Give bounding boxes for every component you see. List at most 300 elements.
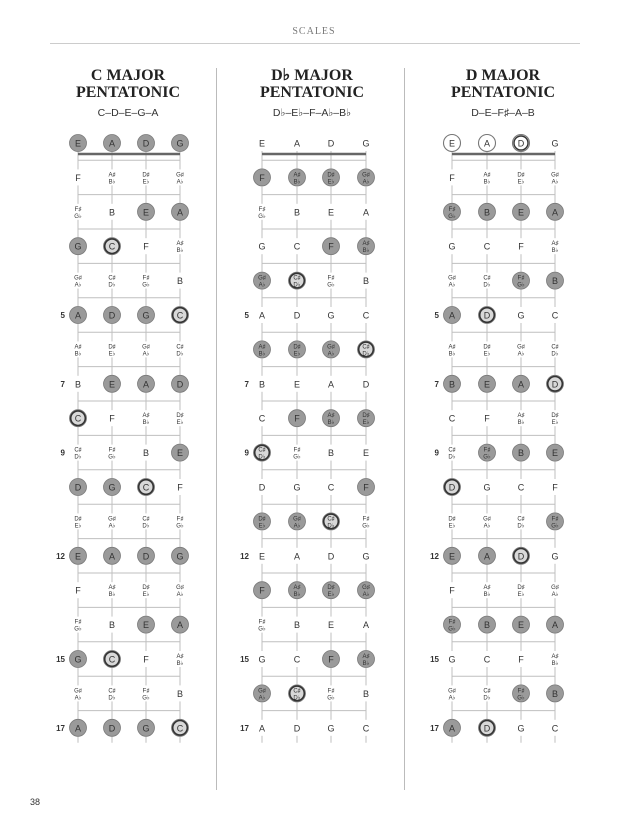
note-cell (138, 616, 155, 633)
note-label-flat: E♭ (142, 592, 150, 599)
note-label-sharp: A♯ (483, 172, 491, 179)
note-label-sharp: F♯ (142, 275, 150, 282)
note-label: G (551, 551, 559, 562)
note-label: G (258, 654, 266, 665)
note-label-flat: D♭ (176, 351, 184, 358)
note-cell (548, 479, 562, 495)
note-cell (104, 307, 121, 324)
note-cell (359, 273, 373, 289)
note-cell (513, 444, 530, 461)
note-label: C (293, 654, 301, 665)
note-cell (444, 616, 461, 633)
note-cell (138, 135, 155, 152)
note-label-sharp: F♯ (362, 516, 370, 523)
note-label-sharp: G♯ (74, 688, 82, 695)
note-label: D (176, 379, 184, 390)
note-cell (105, 685, 119, 701)
fretboard (430, 135, 563, 743)
note-label-sharp: F♯ (551, 516, 559, 523)
note-label-flat: D♭ (517, 523, 525, 530)
note-label: D (517, 551, 525, 562)
note-cell (514, 479, 528, 495)
note-cell (514, 720, 528, 736)
note-cell (254, 444, 271, 461)
note-cell (445, 685, 459, 701)
note-cell (548, 582, 562, 598)
note-cell (172, 547, 189, 564)
note-cell (513, 685, 530, 702)
note-cell (255, 410, 269, 426)
note-label: E (327, 620, 335, 631)
note-label-sharp: F♯ (74, 206, 82, 213)
note-label: E (74, 138, 82, 149)
note-label-flat: G♭ (176, 523, 184, 530)
note-label-flat: G♭ (448, 213, 456, 220)
note-label: F (294, 413, 300, 424)
note-label: G (74, 654, 82, 665)
note-label-sharp: F♯ (258, 619, 266, 626)
note-cell (173, 651, 187, 667)
note-label: A (108, 551, 116, 562)
note-cell (548, 238, 562, 254)
note-cell (173, 582, 187, 598)
fret-number: 9 (60, 448, 65, 458)
note-label: G (327, 310, 335, 321)
note-cell (323, 582, 340, 599)
note-cell (324, 135, 338, 151)
note-label: D (551, 379, 559, 390)
note-label-flat: G♭ (293, 454, 301, 461)
note-cell (255, 238, 269, 254)
note-label: F (75, 172, 81, 183)
note-label-sharp: D♯ (517, 585, 525, 592)
note-label-flat: G♭ (551, 523, 559, 530)
note-label: G (362, 551, 370, 562)
fret-number: 9 (434, 448, 439, 458)
note-label-flat: B♭ (176, 661, 184, 667)
fret-number: 17 (240, 723, 249, 733)
note-cell (445, 651, 459, 667)
note-label-sharp: C♯ (74, 447, 82, 454)
note-label: F (484, 413, 490, 424)
note-label: E (142, 207, 150, 218)
note-label-sharp: C♯ (142, 516, 150, 523)
note-cell (70, 238, 87, 255)
note-cell (139, 238, 153, 254)
note-cell (444, 375, 461, 392)
note-cell (255, 617, 269, 633)
note-label-sharp: G♯ (108, 516, 116, 523)
note-label-sharp: G♯ (142, 344, 150, 351)
note-label: E (362, 448, 370, 459)
note-label-flat: A♭ (176, 592, 184, 599)
note-label-sharp: G♯ (551, 172, 559, 179)
note-label-sharp: G♯ (293, 516, 301, 523)
note-label-flat: E♭ (142, 179, 150, 186)
note-cell (70, 135, 87, 152)
note-label-sharp: F♯ (258, 206, 266, 213)
note-label: D (258, 482, 266, 493)
fret-number: 5 (244, 311, 249, 320)
note-label-sharp: D♯ (258, 516, 266, 523)
note-label-sharp: D♯ (448, 516, 456, 523)
note-label-sharp: F♯ (517, 275, 525, 282)
note-label: C (293, 241, 301, 252)
note-label: A (74, 310, 82, 321)
note-cell (548, 720, 562, 736)
note-label-flat: E♭ (327, 179, 335, 186)
note-label-flat: B♭ (448, 351, 456, 358)
note-label-sharp: A♯ (74, 344, 82, 351)
note-label: B (362, 276, 370, 287)
note-label-flat: A♭ (293, 523, 301, 530)
note-cell (139, 685, 153, 701)
note-cell (254, 341, 271, 358)
note-label-flat: A♭ (551, 592, 559, 599)
note-cell (358, 410, 375, 427)
note-cell (290, 445, 304, 461)
note-label: C (176, 723, 184, 734)
note-label-flat: A♭ (258, 695, 266, 702)
note-cell (139, 445, 153, 461)
note-cell (547, 616, 564, 633)
note-label-flat: D♭ (293, 282, 301, 289)
note-label: G (108, 482, 116, 493)
note-label: E (517, 207, 525, 218)
fret-number: 5 (434, 311, 439, 320)
note-label-flat: E♭ (362, 420, 370, 427)
note-label: F (75, 585, 81, 596)
note-label-flat: G♭ (142, 282, 150, 289)
note-label-sharp: A♯ (362, 654, 370, 660)
note-label-sharp: D♯ (551, 413, 559, 420)
note-label-sharp: A♯ (108, 172, 116, 179)
note-label-sharp: D♯ (293, 344, 301, 351)
note-cell (324, 307, 338, 323)
note-cell (324, 617, 338, 633)
note-label-flat: D♭ (551, 351, 559, 358)
note-label-sharp: D♯ (108, 344, 116, 351)
note-cell (138, 479, 155, 496)
note-label-flat: E♭ (258, 523, 266, 530)
note-label-flat: A♭ (258, 282, 266, 289)
fret-number: 5 (60, 311, 65, 320)
note-label: F (552, 482, 558, 493)
note-label-sharp: F♯ (448, 619, 456, 626)
note-label: A (551, 207, 559, 218)
note-cell (445, 410, 459, 426)
note-label: D (142, 551, 150, 562)
note-cell (71, 445, 85, 461)
note-cell (358, 479, 375, 496)
note-cell (172, 719, 189, 736)
note-label: B (176, 688, 184, 699)
title-line-2: PENTATONIC (259, 84, 364, 101)
note-label-flat: A♭ (74, 282, 82, 289)
note-label: B (517, 448, 525, 459)
note-cell (324, 273, 338, 289)
note-label-sharp: D♯ (74, 516, 82, 523)
note-cell (71, 169, 85, 185)
note-label: D (448, 482, 456, 493)
note-label: G (293, 482, 301, 493)
note-cell (139, 582, 153, 598)
note-cell (547, 203, 564, 220)
note-cell (359, 617, 373, 633)
note-label: E (551, 448, 559, 459)
note-label: C (108, 654, 116, 665)
note-label: F (328, 654, 334, 665)
note-cell (104, 651, 121, 668)
note-cell (104, 479, 121, 496)
note-label: B (258, 379, 266, 390)
note-cell (359, 307, 373, 323)
note-label-sharp: A♯ (176, 654, 184, 660)
note-label-flat: E♭ (448, 523, 456, 530)
note-label: E (74, 551, 82, 562)
note-label: E (142, 620, 150, 631)
note-label: A (362, 207, 370, 218)
note-cell (445, 273, 459, 289)
note-label-flat: A♭ (108, 523, 116, 530)
note-cell (479, 203, 496, 220)
title-line-2: PENTATONIC (75, 84, 180, 101)
note-label-sharp: G♯ (362, 585, 370, 592)
note-cell (290, 720, 304, 736)
note-label: G (483, 482, 491, 493)
note-cell (173, 273, 187, 289)
note-label: C (362, 723, 370, 734)
fret-number: 15 (430, 655, 439, 664)
note-label-flat: B♭ (362, 661, 370, 667)
note-cell (139, 341, 153, 357)
note-cell (173, 479, 187, 495)
note-cell (359, 376, 373, 392)
note-label-sharp: A♯ (293, 585, 301, 592)
note-cell (71, 341, 85, 357)
note-label: G (517, 310, 525, 321)
note-cell (480, 341, 494, 357)
note-label: C (483, 241, 491, 252)
page-number: 38 (30, 797, 41, 807)
note-cell (104, 375, 121, 392)
note-cell (323, 169, 340, 186)
note-label: A (448, 723, 456, 734)
note-cell (480, 685, 494, 701)
note-label-sharp: C♯ (551, 344, 559, 351)
note-cell (71, 582, 85, 598)
note-cell (480, 410, 494, 426)
note-cell (255, 651, 269, 667)
note-label-flat: A♭ (362, 592, 370, 599)
note-cell (547, 272, 564, 289)
note-label-flat: B♭ (176, 248, 184, 255)
note-cell (105, 273, 119, 289)
note-label: B (448, 379, 456, 390)
note-cell (514, 341, 528, 357)
scale-notes: C–D–E–G–A (97, 107, 159, 119)
note-label: D (483, 723, 491, 734)
note-label-sharp: A♯ (551, 241, 559, 248)
note-label: G (327, 723, 335, 734)
fret-number: 12 (240, 551, 249, 561)
note-cell (479, 616, 496, 633)
note-label-sharp: G♯ (362, 172, 370, 179)
note-label: A (448, 310, 456, 321)
note-label-sharp: F♯ (517, 688, 525, 695)
note-label-sharp: F♯ (142, 688, 150, 695)
note-cell (547, 513, 564, 530)
note-cell (480, 169, 494, 185)
note-cell (445, 341, 459, 357)
note-cell (444, 307, 461, 324)
note-cell (479, 307, 496, 324)
note-label-flat: A♭ (362, 179, 370, 186)
note-cell (138, 719, 155, 736)
note-label-flat: A♭ (448, 282, 456, 289)
note-cell (513, 616, 530, 633)
note-cell (172, 203, 189, 220)
note-label: B (176, 276, 184, 287)
note-cell (289, 272, 306, 289)
note-cell (289, 685, 306, 702)
note-cell (138, 547, 155, 564)
note-cell (255, 548, 269, 564)
note-label: F (109, 413, 115, 424)
note-cell (324, 204, 338, 220)
note-label-flat: D♭ (362, 351, 370, 358)
note-label: B (74, 379, 82, 390)
note-label-flat: A♭ (327, 351, 335, 358)
note-label-sharp: G♯ (483, 516, 491, 523)
note-label-flat: G♭ (258, 213, 266, 220)
note-label: B (327, 448, 335, 459)
note-label-sharp: A♯ (551, 654, 559, 660)
note-label-flat: D♭ (483, 695, 491, 702)
note-label-flat: E♭ (108, 351, 116, 358)
note-label-sharp: D♯ (142, 172, 150, 179)
note-cell (324, 445, 338, 461)
note-label: C (142, 482, 150, 493)
note-label-flat: B♭ (108, 179, 116, 186)
note-cell (445, 238, 459, 254)
note-cell (255, 720, 269, 736)
note-cell (290, 307, 304, 323)
note-cell (290, 204, 304, 220)
note-label: E (176, 448, 184, 459)
note-label: B (293, 620, 301, 631)
note-cell (514, 651, 528, 667)
note-cell (547, 375, 564, 392)
note-label-sharp: G♯ (258, 688, 266, 695)
note-cell (173, 685, 187, 701)
note-cell (290, 238, 304, 254)
note-label: G (362, 138, 370, 149)
note-label-flat: G♭ (258, 626, 266, 633)
note-label-sharp: G♯ (551, 585, 559, 592)
note-label-sharp: G♯ (517, 344, 525, 351)
fret-number: 7 (60, 379, 65, 389)
note-cell (513, 203, 530, 220)
note-cell (479, 444, 496, 461)
note-label: E (327, 207, 335, 218)
note-label-flat: B♭ (483, 592, 491, 599)
note-cell (513, 272, 530, 289)
note-cell (105, 582, 119, 598)
note-cell (172, 135, 189, 152)
note-label: E (108, 379, 116, 390)
fretboard (56, 135, 188, 743)
note-label-flat: G♭ (74, 626, 82, 633)
note-label: F (259, 172, 265, 183)
note-label-flat: E♭ (517, 179, 525, 186)
note-cell (479, 375, 496, 392)
note-label-flat: E♭ (293, 351, 301, 358)
note-label: D (142, 138, 150, 149)
note-cell (548, 135, 562, 151)
note-cell (172, 375, 189, 392)
note-label: A (362, 620, 370, 631)
note-label: C (448, 413, 456, 424)
note-label: D (293, 723, 301, 734)
note-cell (359, 135, 373, 151)
note-label: C (108, 241, 116, 252)
note-label: A (176, 207, 184, 218)
note-cell (105, 513, 119, 529)
note-cell (173, 238, 187, 254)
note-label: F (449, 172, 455, 183)
note-label-flat: A♭ (483, 523, 491, 530)
note-cell (255, 479, 269, 495)
note-label-sharp: A♯ (517, 413, 525, 420)
note-cell (104, 135, 121, 152)
note-cell (289, 341, 306, 358)
note-label: B (483, 207, 491, 218)
note-label-flat: G♭ (74, 213, 82, 220)
note-label-sharp: A♯ (483, 585, 491, 592)
note-label-flat: G♭ (448, 626, 456, 633)
note-cell (70, 719, 87, 736)
note-cell (289, 582, 306, 599)
note-label: F (449, 585, 455, 596)
note-label: F (259, 585, 265, 596)
note-cell (71, 204, 85, 220)
note-label: A (74, 723, 82, 734)
note-cell (254, 169, 271, 186)
note-cell (173, 341, 187, 357)
note-label: A (258, 310, 266, 321)
note-label: D (108, 723, 116, 734)
note-cell (173, 513, 187, 529)
note-label: F (143, 241, 149, 252)
note-label-flat: G♭ (327, 282, 335, 289)
note-label-sharp: F♯ (108, 447, 116, 454)
note-label-flat: B♭ (74, 351, 82, 358)
note-cell (480, 273, 494, 289)
note-cell (358, 651, 375, 668)
note-label: E (517, 620, 525, 631)
note-cell (480, 513, 494, 529)
fret-number: 15 (56, 655, 65, 664)
note-cell (105, 410, 119, 426)
note-label: C (176, 310, 184, 321)
note-cell (513, 547, 530, 564)
note-cell (254, 582, 271, 599)
note-cell (548, 307, 562, 323)
note-label-sharp: F♯ (483, 447, 491, 454)
note-cell (255, 307, 269, 323)
note-cell (105, 204, 119, 220)
